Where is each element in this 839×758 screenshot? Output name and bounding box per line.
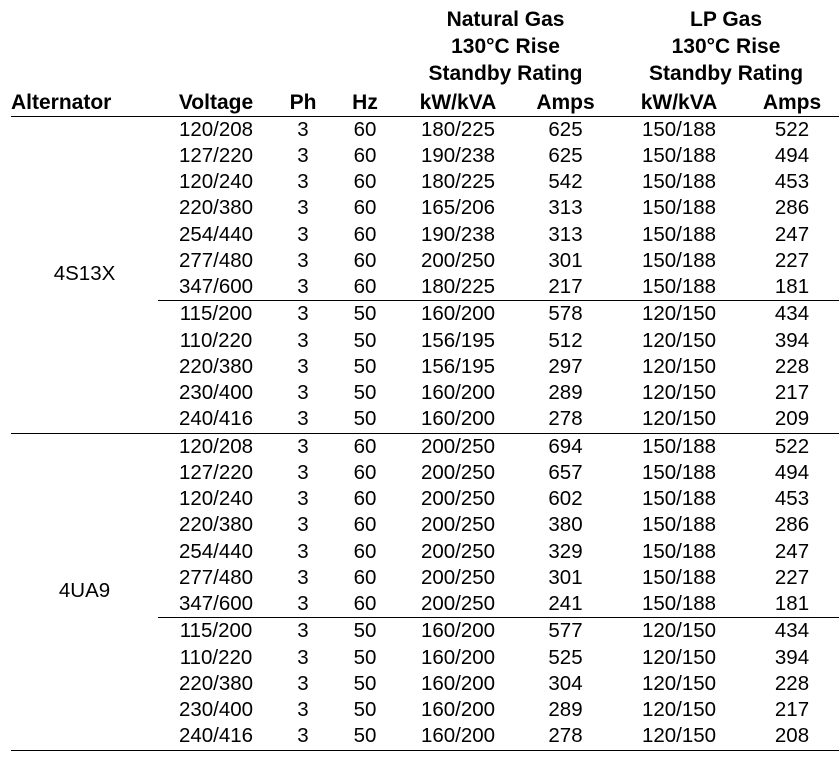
lp-amps-cell: 217 xyxy=(774,381,810,404)
ng-kw-kva-cell: 180/225 xyxy=(420,117,496,141)
ng-kw-kva-cell: 200/250 xyxy=(420,513,496,537)
lp-gas-rise: 130°C Rise xyxy=(671,35,781,58)
natural-gas-group-header xyxy=(398,6,613,87)
ng-kw-kva-cell: 165/206 xyxy=(420,196,496,220)
lp-kw-kva-cell: 150/188 xyxy=(641,170,717,193)
phase-cell: 3 xyxy=(297,222,309,246)
hz-cell: 50 xyxy=(353,698,377,721)
ng-kw-kva-cell: 160/200 xyxy=(398,723,518,750)
hz-cell: 60 xyxy=(353,434,377,458)
hz-cell: 50 xyxy=(332,406,398,433)
phase-cell: 3 xyxy=(297,539,309,563)
ng-kw-kva-cell: 160/200 xyxy=(420,619,496,643)
voltage-header: Voltage xyxy=(158,87,274,116)
hz-cell: 50 xyxy=(353,381,377,404)
lp-kw-kva-cell: 150/188 xyxy=(641,434,717,458)
hz-cell: 60 xyxy=(353,248,377,272)
lp-kw-kva-cell: 150/188 xyxy=(641,487,717,510)
ng-amps-cell: 578 xyxy=(548,302,583,326)
phase-cell: 3 xyxy=(297,302,309,326)
ng-amps-cell: 241 xyxy=(518,591,613,618)
voltage-cell: 120/208 xyxy=(178,434,254,458)
lp-amps-cell: 434 xyxy=(774,302,810,326)
voltage-cell: 110/220 xyxy=(179,645,253,669)
phase-cell: 3 xyxy=(297,117,309,141)
alternator-header: Alternator xyxy=(11,87,158,116)
ng-kw-kva-cell: 180/225 xyxy=(420,170,496,193)
hz-cell: 50 xyxy=(332,723,398,750)
hz-cell: 50 xyxy=(353,354,377,378)
ng-kw-kva-header: kW/kVA xyxy=(398,87,518,116)
natural-gas-rise: 130°C Rise xyxy=(451,35,560,58)
lp-kw-kva-cell: 150/188 xyxy=(613,591,745,618)
ng-kw-kva-cell: 160/200 xyxy=(420,381,496,404)
lp-amps-cell: 227 xyxy=(774,248,810,272)
lp-amps-cell: 209 xyxy=(745,406,839,433)
table-row xyxy=(11,433,839,460)
lp-kw-kva-cell: 150/188 xyxy=(641,248,717,272)
lp-amps-cell: 522 xyxy=(774,117,810,141)
ng-amps-cell: 289 xyxy=(548,381,583,404)
lp-amps-cell: 494 xyxy=(774,143,810,167)
alternator-model-cell: 4S13X xyxy=(11,116,158,433)
phase-cell: 3 xyxy=(297,143,309,167)
lp-kw-kva-cell: 150/188 xyxy=(641,196,717,220)
lp-amps-cell: 286 xyxy=(774,196,810,220)
phase-cell: 3 xyxy=(297,381,309,404)
lp-amps-cell: 286 xyxy=(774,513,810,537)
natural-gas-rating: Standby Rating xyxy=(428,62,583,85)
lp-kw-kva-cell: 150/188 xyxy=(613,274,745,301)
ng-kw-kva-cell: 200/250 xyxy=(420,565,496,589)
lp-amps-cell: 494 xyxy=(774,460,810,484)
phase-cell: 3 xyxy=(297,619,309,643)
hz-cell: 50 xyxy=(353,619,377,643)
voltage-cell: 220/380 xyxy=(178,354,254,378)
voltage-cell: 127/220 xyxy=(178,460,254,484)
ng-kw-kva-cell: 160/200 xyxy=(420,698,496,721)
phase-cell: 3 xyxy=(297,698,309,721)
ng-amps-cell: 380 xyxy=(548,513,583,537)
phase-cell: 3 xyxy=(274,723,332,750)
ng-amps-cell: 289 xyxy=(548,698,583,721)
hz-cell: 60 xyxy=(353,487,377,510)
ng-amps-cell: 313 xyxy=(548,196,583,220)
lp-kw-kva-cell: 150/188 xyxy=(641,539,717,563)
lp-amps-cell: 181 xyxy=(745,274,839,301)
ng-amps-cell: 577 xyxy=(548,619,583,643)
voltage-cell: 277/480 xyxy=(178,565,254,589)
ng-amps-cell: 694 xyxy=(548,434,583,458)
lp-kw-kva-cell: 120/150 xyxy=(641,671,717,695)
lp-amps-cell: 247 xyxy=(774,222,810,246)
lp-kw-kva-cell: 150/188 xyxy=(641,513,717,537)
lp-amps-cell: 453 xyxy=(774,487,810,510)
hz-cell: 50 xyxy=(353,328,377,352)
voltage-cell: 254/440 xyxy=(178,539,254,563)
lp-kw-kva-cell: 120/150 xyxy=(641,698,717,721)
lp-kw-kva-cell: 120/150 xyxy=(641,619,717,643)
ng-amps-cell: 278 xyxy=(518,723,613,750)
ng-kw-kva-cell: 190/238 xyxy=(420,143,496,167)
lp-amps-cell: 228 xyxy=(774,354,810,378)
lp-amps-cell: 208 xyxy=(745,723,839,750)
hz-cell: 50 xyxy=(353,645,377,669)
voltage-cell: 230/400 xyxy=(178,698,254,721)
lp-kw-kva-cell: 120/150 xyxy=(641,302,717,326)
ng-kw-kva-cell: 160/200 xyxy=(420,302,496,326)
hz-cell: 60 xyxy=(353,170,377,193)
ng-kw-kva-cell: 160/200 xyxy=(420,645,496,669)
hz-cell: 60 xyxy=(353,565,377,589)
ng-amps-cell: 542 xyxy=(548,170,583,193)
ng-amps-cell: 602 xyxy=(548,487,583,510)
voltage-cell: 240/416 xyxy=(158,723,274,750)
ng-amps-cell: 297 xyxy=(548,354,583,378)
ng-kw-kva-cell: 200/250 xyxy=(420,487,496,510)
hz-cell: 60 xyxy=(332,591,398,618)
voltage-cell: 347/600 xyxy=(158,274,274,301)
voltage-cell: 115/200 xyxy=(179,302,253,326)
voltage-cell: 127/220 xyxy=(178,143,254,167)
lp-amps-cell: 394 xyxy=(774,328,810,352)
alternator-rating-table xyxy=(11,6,839,751)
lp-amps-cell: 434 xyxy=(774,619,810,643)
phase-cell: 3 xyxy=(297,513,309,537)
phase-cell: 3 xyxy=(297,645,309,669)
ng-amps-cell: 512 xyxy=(548,328,583,352)
lp-kw-kva-cell: 120/150 xyxy=(641,645,717,669)
hz-cell: 60 xyxy=(353,196,377,220)
hz-cell: 60 xyxy=(353,460,377,484)
phase-cell: 3 xyxy=(297,196,309,220)
phase-cell: 3 xyxy=(297,487,309,510)
ng-amps-cell: 217 xyxy=(518,274,613,301)
phase-cell: 3 xyxy=(297,328,309,352)
ng-amps-cell: 329 xyxy=(548,539,583,563)
lp-amps-cell: 247 xyxy=(774,539,810,563)
voltage-cell: 220/380 xyxy=(178,196,254,220)
phase-cell: 3 xyxy=(297,170,309,193)
voltage-cell: 120/240 xyxy=(178,170,254,193)
lp-amps-cell: 522 xyxy=(774,434,810,458)
alternator-model-cell: 4UA9 xyxy=(11,433,158,750)
ng-amps-cell: 657 xyxy=(548,460,583,484)
phase-cell: 3 xyxy=(274,406,332,433)
phase-cell: 3 xyxy=(297,248,309,272)
lp-amps-cell: 181 xyxy=(745,591,839,618)
voltage-cell: 120/240 xyxy=(178,487,254,510)
voltage-cell: 115/200 xyxy=(179,619,253,643)
lp-kw-kva-cell: 120/150 xyxy=(641,381,717,404)
lp-amps-cell: 394 xyxy=(774,645,810,669)
lp-gas-group-header xyxy=(613,6,839,87)
voltage-cell: 220/380 xyxy=(178,513,254,537)
voltage-cell: 277/480 xyxy=(178,248,254,272)
lp-amps-cell: 453 xyxy=(774,170,810,193)
lp-kw-kva-cell: 120/150 xyxy=(641,354,717,378)
lp-amps-header: Amps xyxy=(745,87,839,116)
lp-kw-kva-cell: 120/150 xyxy=(613,723,745,750)
ng-kw-kva-cell: 156/195 xyxy=(420,328,496,352)
lp-kw-kva-cell: 120/150 xyxy=(641,328,717,352)
hz-cell: 60 xyxy=(353,117,377,141)
ng-kw-kva-cell: 200/250 xyxy=(420,539,496,563)
lp-gas-title: LP Gas xyxy=(690,8,763,31)
voltage-cell: 220/380 xyxy=(178,671,254,695)
hz-cell: 60 xyxy=(353,222,377,246)
hz-cell: 60 xyxy=(332,274,398,301)
ng-kw-kva-cell: 200/250 xyxy=(398,591,518,618)
ph-header: Ph xyxy=(274,87,332,116)
ng-kw-kva-cell: 160/200 xyxy=(398,406,518,433)
voltage-cell: 110/220 xyxy=(179,328,253,352)
lp-amps-cell: 227 xyxy=(774,565,810,589)
ng-amps-cell: 301 xyxy=(548,248,583,272)
hz-cell: 60 xyxy=(353,513,377,537)
phase-cell: 3 xyxy=(297,354,309,378)
lp-kw-kva-cell: 150/188 xyxy=(641,222,717,246)
ng-amps-cell: 278 xyxy=(518,406,613,433)
ng-amps-header: Amps xyxy=(518,87,613,116)
ng-kw-kva-cell: 190/238 xyxy=(420,222,496,246)
ng-amps-cell: 313 xyxy=(548,222,583,246)
ng-amps-cell: 304 xyxy=(548,671,583,695)
lp-amps-cell: 228 xyxy=(774,671,810,695)
ng-kw-kva-cell: 156/195 xyxy=(420,354,496,378)
lp-kw-kva-header: kW/kVA xyxy=(613,87,745,116)
ng-kw-kva-cell: 200/250 xyxy=(420,248,496,272)
voltage-cell: 254/440 xyxy=(178,222,254,246)
voltage-cell: 240/416 xyxy=(158,406,274,433)
hz-cell: 50 xyxy=(353,302,377,326)
ng-kw-kva-cell: 200/250 xyxy=(420,434,496,458)
voltage-cell: 120/208 xyxy=(178,117,254,141)
lp-kw-kva-cell: 150/188 xyxy=(641,460,717,484)
natural-gas-title: Natural Gas xyxy=(446,8,565,31)
lp-kw-kva-cell: 150/188 xyxy=(641,143,717,167)
lp-gas-rating: Standby Rating xyxy=(649,62,804,85)
phase-cell: 3 xyxy=(297,565,309,589)
phase-cell: 3 xyxy=(297,671,309,695)
ng-kw-kva-cell: 200/250 xyxy=(420,460,496,484)
lp-kw-kva-cell: 120/150 xyxy=(613,406,745,433)
phase-cell: 3 xyxy=(274,591,332,618)
table-body xyxy=(11,116,839,750)
ng-kw-kva-cell: 160/200 xyxy=(420,671,496,695)
phase-cell: 3 xyxy=(297,434,309,458)
ng-amps-cell: 625 xyxy=(548,143,583,167)
hz-header: Hz xyxy=(332,87,398,116)
ng-amps-cell: 525 xyxy=(548,645,583,669)
ng-amps-cell: 625 xyxy=(548,117,583,141)
lp-amps-cell: 217 xyxy=(774,698,810,721)
phase-cell: 3 xyxy=(274,274,332,301)
phase-cell: 3 xyxy=(297,460,309,484)
hz-cell: 60 xyxy=(353,539,377,563)
lp-kw-kva-cell: 150/188 xyxy=(641,565,717,589)
lp-kw-kva-cell: 150/188 xyxy=(641,117,717,141)
hz-cell: 50 xyxy=(353,671,377,695)
voltage-cell: 347/600 xyxy=(158,591,274,618)
ng-amps-cell: 301 xyxy=(548,565,583,589)
ng-kw-kva-cell: 180/225 xyxy=(398,274,518,301)
table-row xyxy=(11,116,839,143)
hz-cell: 60 xyxy=(353,143,377,167)
voltage-cell: 230/400 xyxy=(178,381,254,404)
